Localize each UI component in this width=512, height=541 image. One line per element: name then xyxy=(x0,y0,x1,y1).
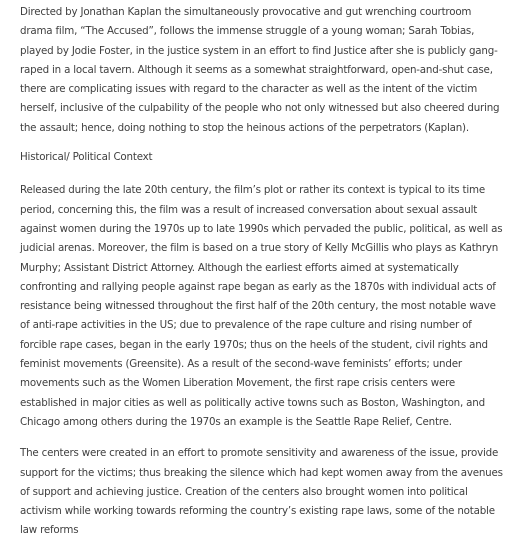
centers-paragraph: The centers were created in an effort to promote sensitivity and awareness of the issue, provide support for the victims; thus breaking the silence which had kept women away from the avenues of support and achieving justice. Creation of the centers also brought women into political activism while working towards reforming the country’s existing rape laws, some of the notable law reforms xyxy=(20,447,503,537)
intro-paragraph: Directed by Jonathan Kaplan the simultaneously provocative and gut wrenching courtroom drama film, “The Accused”, follows the immense struggle of a young woman; Sarah Tobias, played by Jodie Foster, in the justice system in an effort to find Justice after she is publicly gang-raped in a local tavern. Although it seems as a somewhat straightforward, open-and-shut case, there are complicating issues with regard to the character as well as the intent of the victim herself, inclusive of the culpability of the people who not only witnessed but also cheered during the assault; hence, doing nothing to stop the heinous actions of the perpetrators (Kaplan). xyxy=(20,6,500,134)
section-heading: Historical/ Political Context xyxy=(20,151,153,164)
document-page xyxy=(0,3,512,537)
context-paragraph: Released during the late 20th century, the film’s plot or rather its context is typical to its time period, concerning this, the film was a result of increased conversation about sexual assault against women during the 1970s up to late 1990s which pervaded the public, political, as well as judicial arenas. Moreover, the film is based on a true story of Kelly McGillis who plays as Kathryn Murphy; Assistant District Attorney. Although the earliest efforts aimed at systematically confronting and rallying people against rape began as early as the 1870s with individual acts of resistance being witnessed throughout the first half of the 20th century, the most notable wave of anti-rape activities in the US; due to prevalence of the rape culture and rising number of forcible rape cases, began in the early 1970s; thus on the heels of the student, civil rights and feminist movements (Greensite). As a result of the second-wave feminists’ efforts; under movements such as the Women Liberation Movement, the first rape crisis centers were established in major cities as well as politically active towns such as Boston, Washington, and Chicago among others during the 1970s an example is the Seattle Rape Relief, Centre. xyxy=(20,184,503,428)
